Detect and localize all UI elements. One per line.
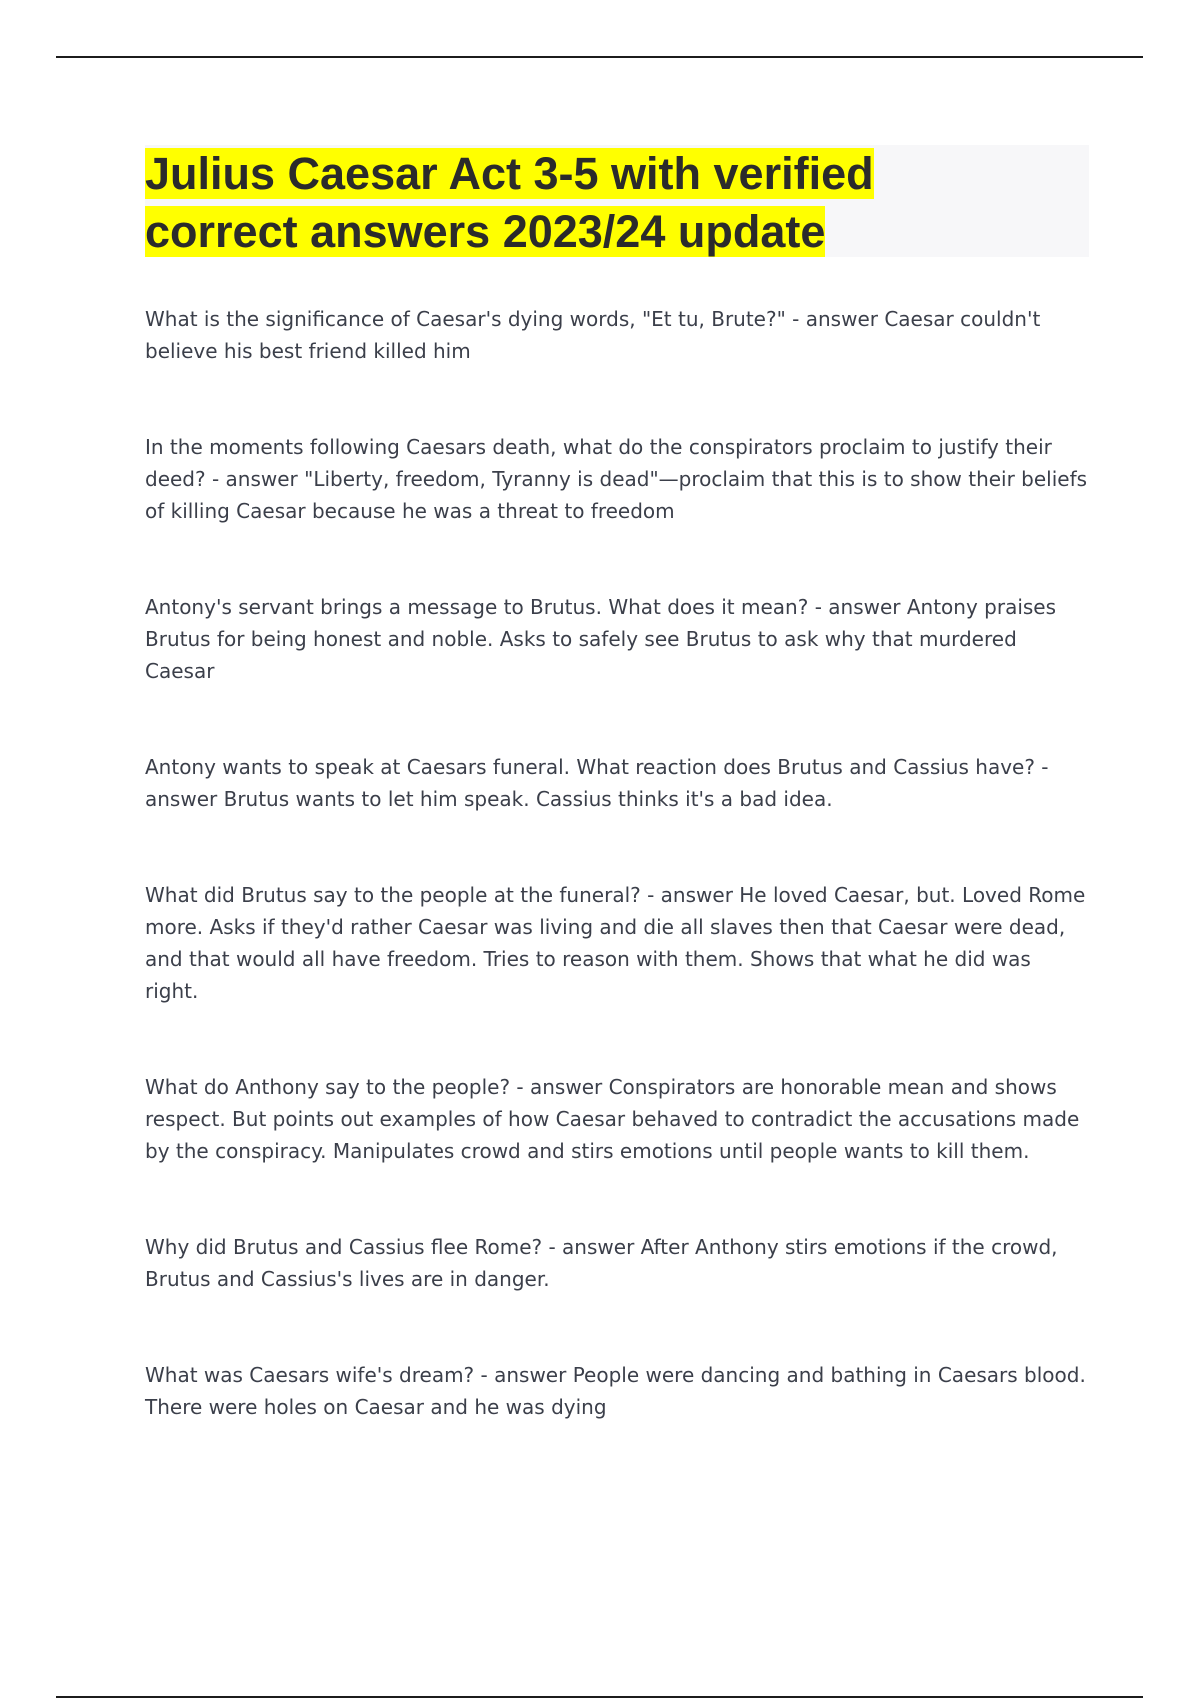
qa-list — [145, 303, 1089, 1487]
qa-item: Antony wants to speak at Caesars funeral. What reaction does Brutus and Cassius have? - answer Brutus wants to let him speak. Cassius thinks it's a bad idea. — [145, 755, 1049, 811]
qa-item: What is the significance of Caesar's dying words, "Et tu, Brute?" - answer Caesar couldn't believe his best friend killed him — [145, 307, 1041, 363]
qa-item: What do Anthony say to the people? - answer Conspirators are honorable mean and shows respect. But points out examples of how Caesar behaved to contradict the accusations made by the conspiracy. Manipulates crowd and stirs emotions until people wants to kill them. — [145, 1075, 1080, 1163]
qa-item: Antony's servant brings a message to Brutus. What does it mean? - answer Antony praises Brutus for being honest and noble. Asks to safely see Brutus to ask why that murdered Caesar — [145, 595, 1057, 683]
bottom-divider — [56, 1696, 1143, 1698]
qa-item: In the moments following Caesars death, what do the conspirators proclaim to justify their deed? - answer "Liberty, freedom, Tyranny is dead"—proclaim that this is to show their beliefs of killing Caesar because he was a threat to freedom — [145, 435, 1088, 523]
qa-item: Why did Brutus and Cassius flee Rome? - answer After Anthony stirs emotions if the crowd, Brutus and Cassius's lives are in danger. — [145, 1235, 1058, 1291]
document-title — [145, 145, 965, 261]
qa-item: What did Brutus say to the people at the funeral? - answer He loved Caesar, but. Loved Rome more. Asks if they'd rather Caesar was living and die all slaves then that Caesar were dead, and that would all have freedom. Tries to reason with them. Shows that what he did was right. — [145, 883, 1086, 1003]
top-divider — [56, 56, 1143, 58]
document-title-highlight: Julius Caesar Act 3-5 with verified correct answers 2023/24 update — [145, 148, 874, 257]
qa-item: What was Caesars wife's dream? - answer People were dancing and bathing in Caesars blood. There were holes on Caesar and he was dying — [145, 1363, 1086, 1419]
title-block — [145, 145, 1089, 257]
